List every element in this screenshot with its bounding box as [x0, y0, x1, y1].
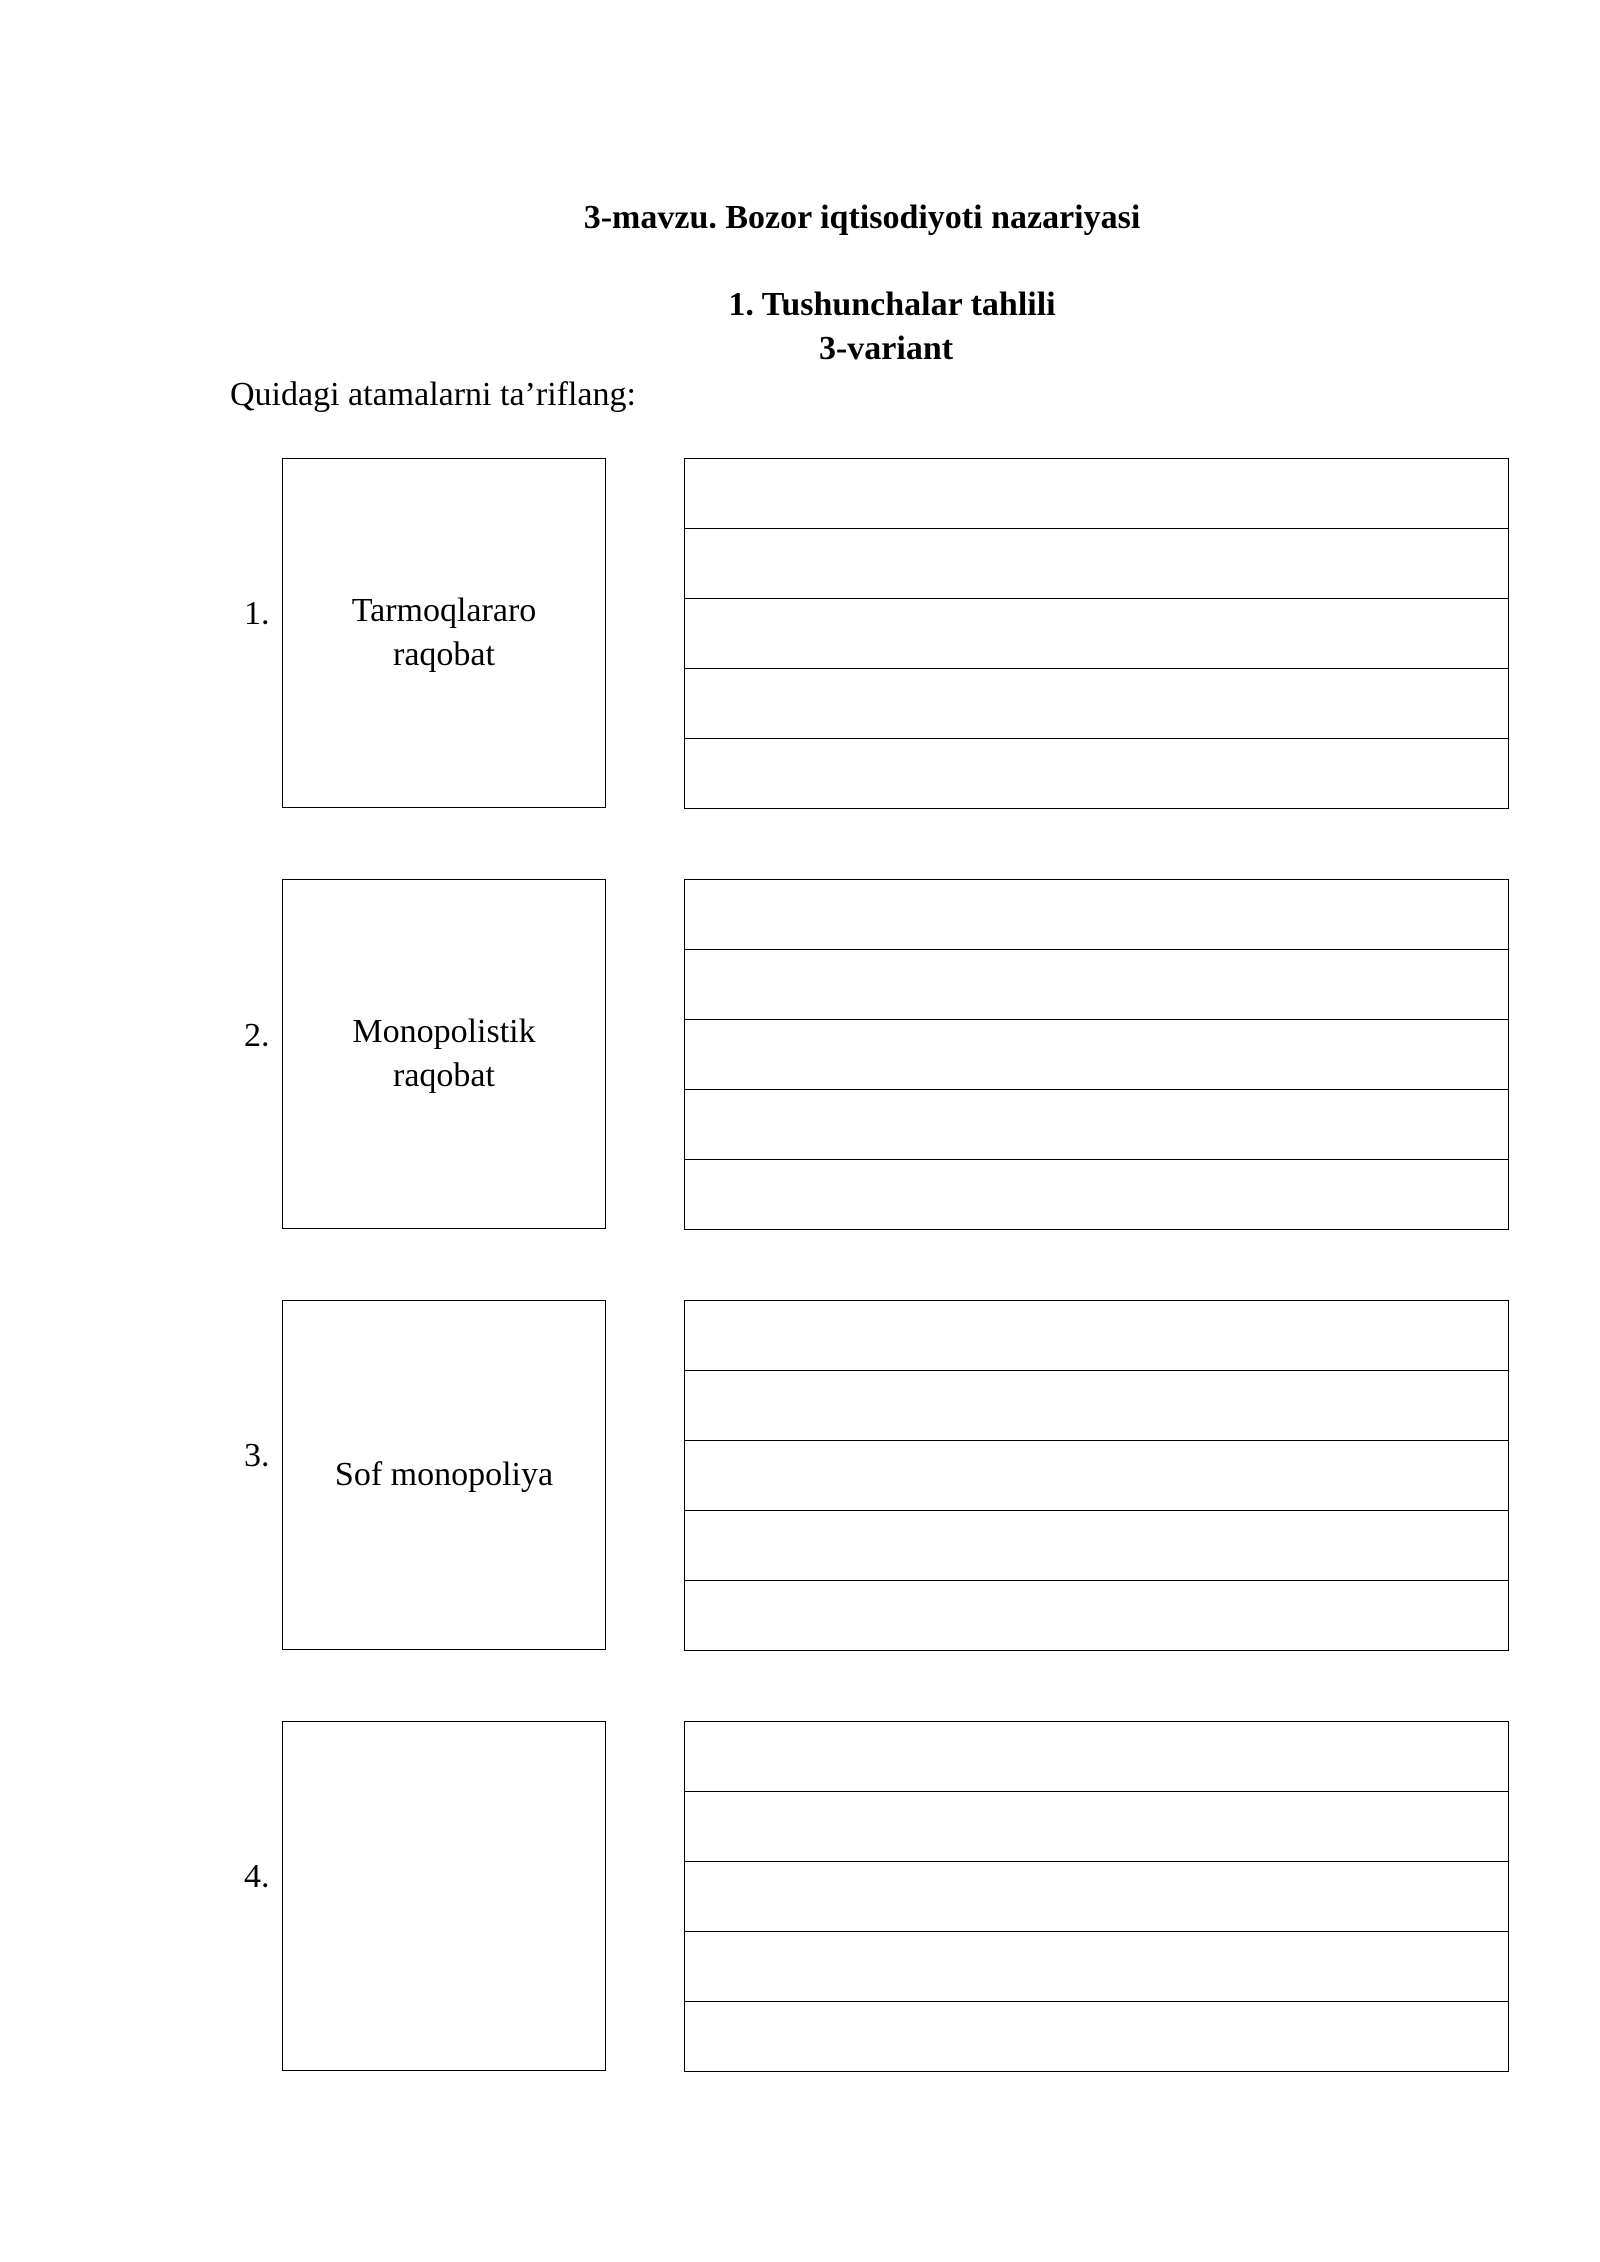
answer-line[interactable] [685, 1020, 1508, 1090]
answer-line[interactable] [685, 529, 1508, 599]
term-label: Sof monopoliya [334, 1456, 554, 1493]
answer-line[interactable] [685, 1160, 1508, 1229]
answer-line[interactable] [685, 739, 1508, 808]
term-box [282, 1300, 606, 1650]
answer-line[interactable] [685, 1511, 1508, 1581]
answer-line[interactable] [685, 1932, 1508, 2002]
item-number: 4. [244, 1858, 270, 1895]
answer-line[interactable] [685, 1581, 1508, 1650]
answer-line[interactable] [685, 950, 1508, 1020]
section-title: 1. Tushunchalar tahlili [728, 286, 1056, 323]
term-box [282, 458, 606, 808]
term-box[interactable] [282, 1721, 606, 2071]
answer-line[interactable] [685, 1090, 1508, 1160]
answer-lines[interactable] [684, 458, 1509, 809]
answer-line[interactable] [685, 599, 1508, 669]
answer-lines[interactable] [684, 1300, 1509, 1651]
item-number: 1. [244, 595, 270, 632]
answer-line[interactable] [685, 669, 1508, 739]
answer-line[interactable] [685, 1862, 1508, 1932]
item-number: 2. [244, 1017, 270, 1054]
variant-title: 3-variant [818, 330, 954, 367]
term-label: Monopolistik raqobat [352, 1013, 536, 1094]
answer-line[interactable] [685, 459, 1508, 529]
item-number: 3. [244, 1437, 270, 1474]
answer-line[interactable] [685, 880, 1508, 950]
answer-line[interactable] [685, 1441, 1508, 1511]
term-label: Tarmoqlararo raqobat [351, 592, 537, 673]
topic-title: 3-mavzu. Bozor iqtisodiyoti nazariyasi [583, 199, 1141, 236]
answer-lines[interactable] [684, 879, 1509, 1230]
answer-line[interactable] [685, 1792, 1508, 1862]
term-box [282, 879, 606, 1229]
answer-line[interactable] [685, 1371, 1508, 1441]
answer-line[interactable] [685, 1301, 1508, 1371]
answer-line[interactable] [685, 2002, 1508, 2071]
instruction-text: Quidagi atamalarni ta’riflang: [230, 376, 636, 413]
answer-lines[interactable] [684, 1721, 1509, 2072]
answer-line[interactable] [685, 1722, 1508, 1792]
